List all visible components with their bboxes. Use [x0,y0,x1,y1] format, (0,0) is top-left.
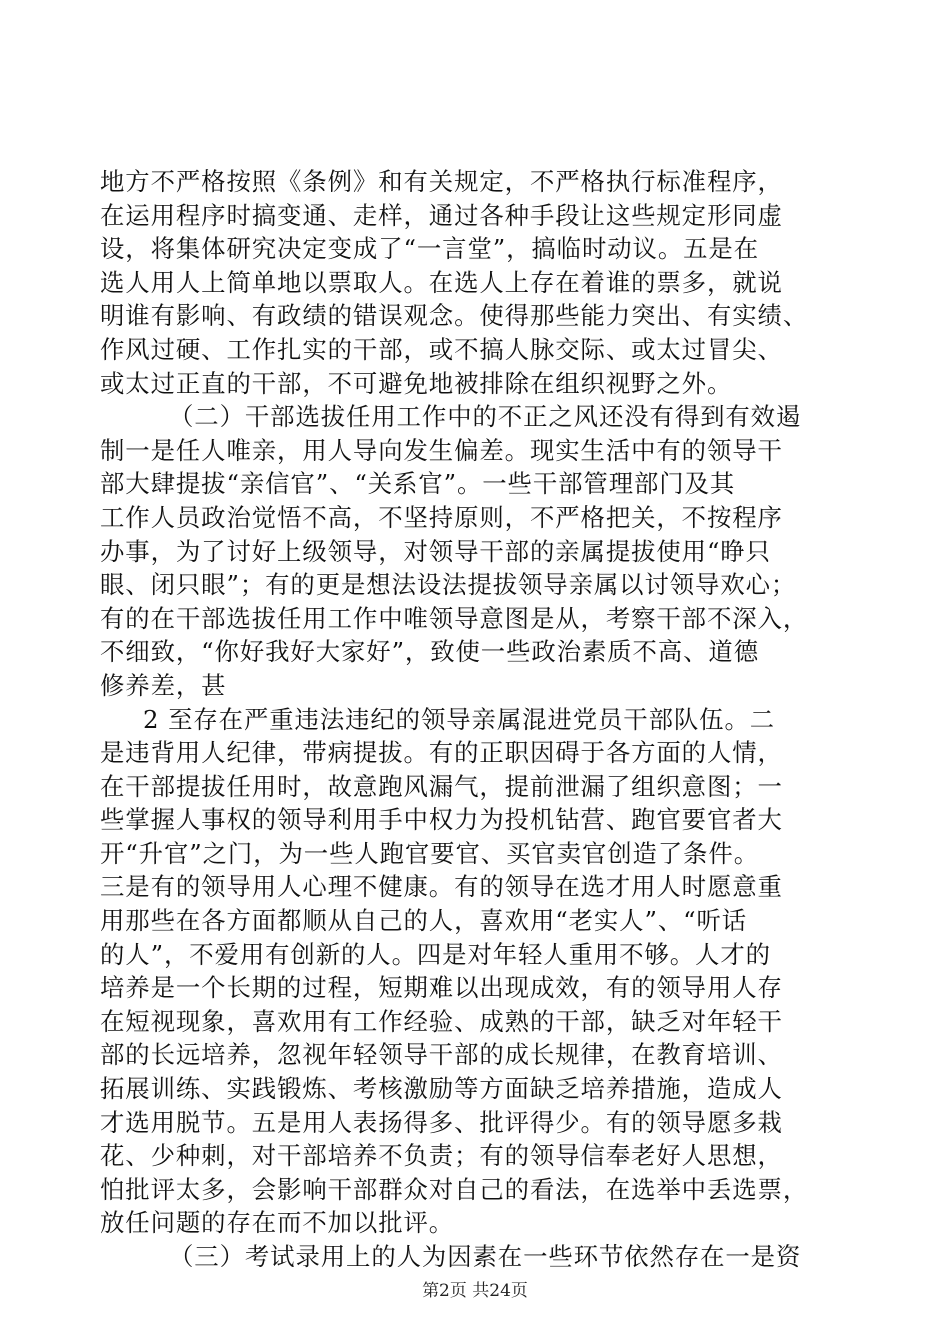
text-line: 眼、闭只眼”；有的更是想法设法提拔领导亲属以讨领导欢心； [100,570,797,600]
text-line: 修养差，甚 [100,670,227,700]
text-line: 培养是一个长期的过程，短期难以出现成效，有的领导用人存 [100,973,783,1003]
text-line: 办事，为了讨好上级领导，对领导干部的亲属提拔使用“睁只 [100,536,771,566]
text-line: 放任问题的存在而不加以批评。 [100,1208,455,1238]
text-line: 的人”，不爱用有创新的人。四是对年轻人重用不够。人才的 [100,939,771,969]
page-footer [0,1276,950,1301]
text-line: 不细致，“你好我好大家好”，致使一些政治素质不高、道德 [100,637,760,667]
text-line: 工作人员政治觉悟不高，不坚持原则，不严格把关，不按程序 [100,502,783,532]
text-line: 在干部提拔任用时，故意跑风漏气，提前泄漏了组织意图；一 [100,771,783,801]
text-line: 怕批评太多，会影响干部群众对自己的看法，在选举中丢选票， [100,1174,809,1204]
text-line: 用那些在各方面都顺从自己的人，喜欢用“老实人”、“听话 [100,906,748,936]
text-line: 有的在干部选拔任用工作中唯领导意图是从，考察干部不深入， [100,603,809,633]
text-line: 部大肆提拔“亲信官”、“关系官”。一些干部管理部门及其 [100,469,736,499]
text-line: 在运用程序时搞变通、走样，通过各种手段让这些规定形同虚 [100,200,783,230]
text-line: 花、少种刺，对干部培养不负责；有的领导信奉老好人思想， [100,1141,783,1171]
text-line: （二）干部选拔任用工作中的不正之风还没有得到有效遏 [169,402,802,432]
text-line: 或太过正直的干部，不可避免地被排除在组织视野之外。 [100,368,733,398]
text-line: 拓展训练、实践锻炼、考核激励等方面缺乏培养措施，造成人 [100,1074,783,1104]
text-line: 作风过硬、工作扎实的干部，或不搞人脉交际、或太过冒尖、 [100,334,783,364]
text-line: 制一是任人唯亲，用人导向发生偏差。现实生活中有的领导干 [100,435,783,465]
text-line: 开“升官”之门，为一些人跑官要官、买官卖官创造了条件。 [100,838,760,868]
text-line: 设，将集体研究决定变成了“一言堂”，搞临时动议。五是在 [100,234,760,264]
text-line: 是违背用人纪律，带病提拔。有的正职因碍于各方面的人情， [100,738,783,768]
text-line: 才选用脱节。五是用人表扬得多、批评得少。有的领导愿多栽 [100,1107,783,1137]
text-line: 明谁有影响、有政绩的错误观念。使得那些能力突出、有实绩、 [100,301,809,331]
text-line: 选人用人上简单地以票取人。在选人上存在着谁的票多，就说 [100,267,783,297]
page-number: 第2页 共24页 [422,1281,528,1301]
text-line: 地方不严格按照《条例》和有关规定，不严格执行标准程序， [100,167,783,196]
text-line: 些掌握人事权的领导利用手中权力为投机钻营、跑官要官者大 [100,805,783,835]
text-line: 三是有的领导用人心理不健康。有的领导在选才用人时愿意重 [100,872,783,902]
text-line: 在短视现象，喜欢用有工作经验、成熟的干部，缺乏对年轻干 [100,1006,783,1036]
body-text [100,165,850,1274]
text-line: 部的长远培养，忽视年轻领导干部的成长规律，在教育培训、 [100,1040,783,1070]
text-line: 2 至存在严重违法违纪的领导亲属混进党员干部队伍。二 [143,704,776,734]
text-line: （三）考试录用上的人为因素在一些环节依然存在一是资 [169,1242,802,1271]
